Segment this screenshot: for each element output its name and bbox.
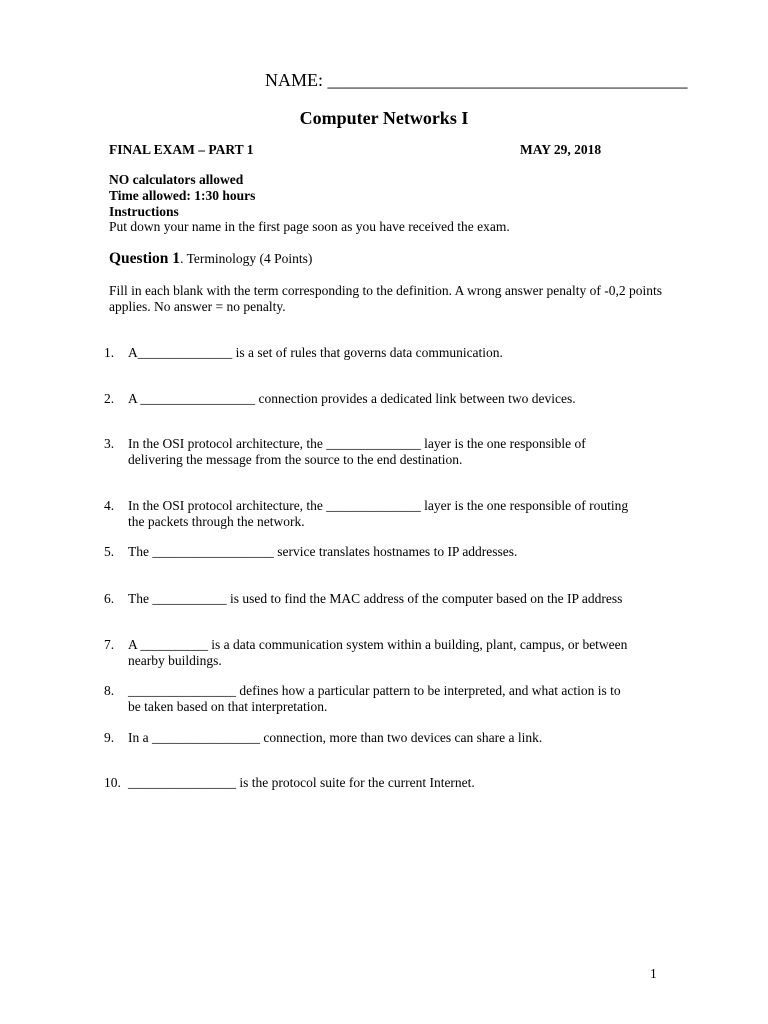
exam-label: FINAL EXAM – PART 1 <box>109 142 254 157</box>
item-text-continued: be taken based on that interpretation. <box>128 699 328 714</box>
item-number: 10. <box>104 775 121 790</box>
list-item <box>104 591 664 607</box>
question-heading <box>109 250 312 268</box>
item-text-continued: the packets through the network. <box>128 514 305 529</box>
list-item <box>104 436 664 468</box>
time-allowed: Time allowed: 1:30 hours <box>109 188 256 203</box>
list-item <box>104 683 664 715</box>
question-label: Question 1 <box>109 250 181 267</box>
instructions-text: Put down your name in the first page soon as you have received the exam. <box>109 219 510 234</box>
item-text: In the OSI protocol architecture, the ______________ layer is the one responsible of routing <box>128 498 629 513</box>
page-title: Computer Networks I <box>299 108 469 128</box>
calculator-rule: NO calculators allowed <box>109 172 244 187</box>
question-intro: Fill in each blank with the term corresponding to the definition. A wrong answer penalty of -0,2 points applies. No answer = no penalty. <box>109 283 663 314</box>
item-text: In a ________________ connection, more than two devices can share a link. <box>128 730 543 745</box>
item-number: 4. <box>104 498 115 513</box>
item-text: A __________ is a data communication system within a building, plant, campus, or between <box>128 637 628 652</box>
list-item <box>104 391 664 407</box>
item-number: 3. <box>104 436 115 451</box>
item-text-continued: nearby buildings. <box>128 653 222 668</box>
question-topic: . Terminology (4 Points) <box>180 251 313 266</box>
item-number: 8. <box>104 683 115 698</box>
list-item <box>104 498 664 530</box>
item-text: ________________ defines how a particular pattern to be interpreted, and what action is to <box>128 683 621 698</box>
exam-date: MAY 29, 2018 <box>520 142 602 157</box>
item-number: 9. <box>104 730 115 745</box>
item-text: In the OSI protocol architecture, the ______________ layer is the one responsible of <box>128 436 586 451</box>
item-text: The __________________ service translates hostnames to IP addresses. <box>128 544 518 559</box>
item-number: 2. <box>104 391 115 406</box>
item-text: A______________ is a set of rules that governs data communication. <box>128 345 503 360</box>
item-text: The ___________ is used to find the MAC address of the computer based on the IP address <box>128 591 623 606</box>
list-item <box>104 345 664 361</box>
item-text: ________________ is the protocol suite for the current Internet. <box>128 775 475 790</box>
item-number: 1. <box>104 345 115 360</box>
item-number: 6. <box>104 591 115 606</box>
name-field-line: NAME: ________________________________________ <box>265 70 688 90</box>
list-item <box>104 775 664 791</box>
item-number: 7. <box>104 637 115 652</box>
instructions-heading: Instructions <box>109 204 179 219</box>
item-text-continued: delivering the message from the source to the end destination. <box>128 452 463 467</box>
item-number: 5. <box>104 544 115 559</box>
list-item <box>104 730 664 746</box>
item-text: A _________________ connection provides a dedicated link between two devices. <box>128 391 576 406</box>
list-item <box>104 637 664 669</box>
page-number: 1 <box>650 966 657 981</box>
list-item <box>104 544 664 560</box>
